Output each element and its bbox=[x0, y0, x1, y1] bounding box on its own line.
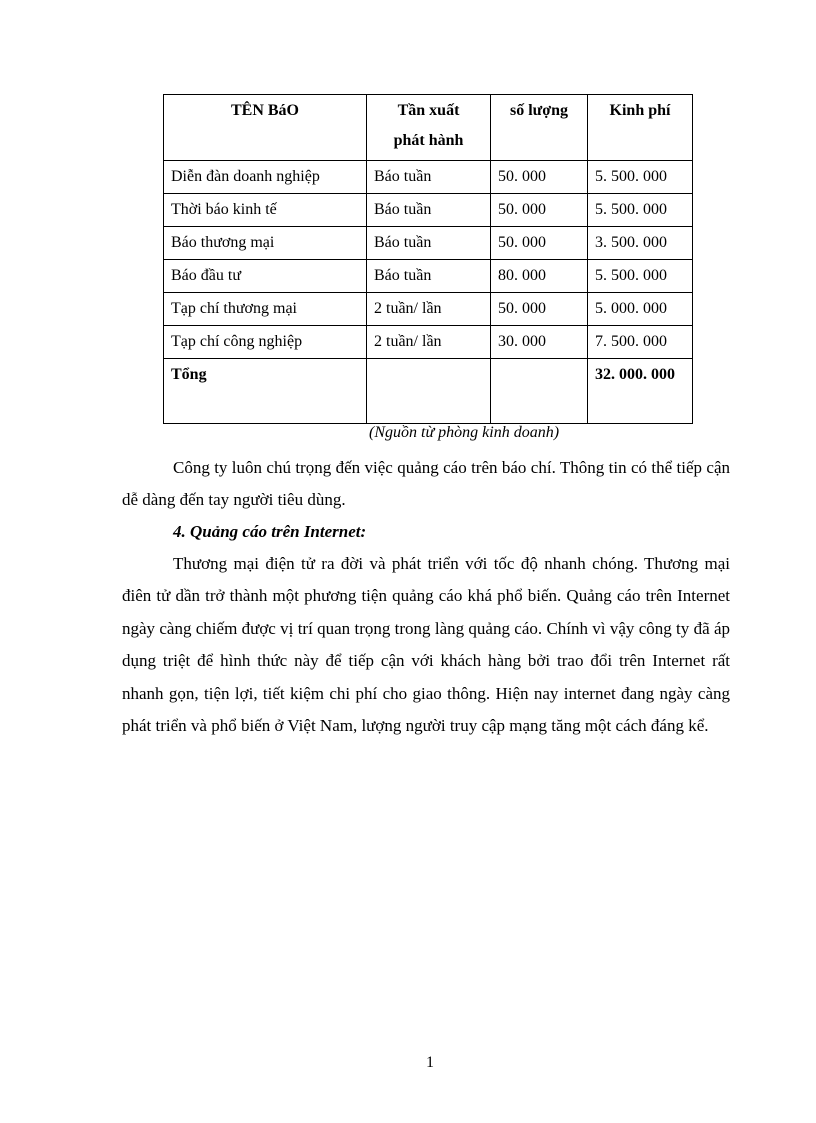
table-row bbox=[164, 326, 693, 359]
cell-quantity: 50. 000 bbox=[491, 227, 588, 260]
header-frequency bbox=[367, 95, 491, 161]
header-cost: Kinh phí bbox=[588, 95, 693, 161]
cell-name: Tạp chí thương mại bbox=[164, 293, 367, 326]
cell-frequency: Báo tuần bbox=[367, 260, 491, 293]
header-newspaper-name: TÊN BáO bbox=[164, 95, 367, 161]
page-number: 1 bbox=[426, 1054, 434, 1071]
newspaper-advertising-table bbox=[163, 94, 693, 424]
cell-name: Thời báo kinh tế bbox=[164, 194, 367, 227]
cell-quantity: 50. 000 bbox=[491, 194, 588, 227]
table-row bbox=[164, 260, 693, 293]
cell-frequency: 2 tuần/ lần bbox=[367, 326, 491, 359]
section-heading-internet-ads: 4. Quảng cáo trên Internet: bbox=[173, 522, 367, 541]
paragraph-newspaper-ads: Công ty luôn chú trọng đến việc quảng cáo trên báo chí. Thông tin có thể tiếp cận dễ dàng đến tay người tiêu dùng. bbox=[122, 458, 730, 510]
table-total-row bbox=[164, 359, 693, 424]
cell-name: Tạp chí công nghiệp bbox=[164, 326, 367, 359]
total-label: Tổng bbox=[164, 359, 367, 424]
total-empty-frequency bbox=[367, 359, 491, 424]
cell-name: Báo đầu tư bbox=[164, 260, 367, 293]
cell-cost: 3. 500. 000 bbox=[588, 227, 693, 260]
cell-cost: 5. 500. 000 bbox=[588, 194, 693, 227]
cell-frequency: Báo tuần bbox=[367, 161, 491, 194]
total-cost: 32. 000. 000 bbox=[588, 359, 693, 424]
cell-quantity: 50. 000 bbox=[491, 161, 588, 194]
cell-quantity: 50. 000 bbox=[491, 293, 588, 326]
cell-name: Diễn đàn doanh nghiệp bbox=[164, 161, 367, 194]
cell-cost: 5. 000. 000 bbox=[588, 293, 693, 326]
header-frequency-line1: Tần xuất bbox=[397, 102, 460, 119]
paragraph-internet-ads: Thương mại điện tử ra đời và phát triển với tốc độ nhanh chóng. Thương mại điên tử dần trở thành một phương tiện quảng cáo khá phổ biến. Quảng cáo trên Internet ngày càng chiếm được vị trí quan trọng trong làng quảng cáo. Chính vì vậy công ty đã áp dụng triệt để hình thức này để tiếp cận với khách hàng bởi trao đổi trên Internet rất nhanh gọn, tiện lợi, tiết kiệm chi phí cho giao thông. Hiện nay internet đang ngày càng phát triển và phổ biến ở Việt Nam, lượng người truy cập mạng tăng một cách đáng kể. bbox=[122, 554, 730, 736]
cell-cost: 7. 500. 000 bbox=[588, 326, 693, 359]
table-header-row bbox=[164, 95, 693, 161]
cell-quantity: 80. 000 bbox=[491, 260, 588, 293]
cell-frequency: Báo tuần bbox=[367, 227, 491, 260]
header-quantity: số lượng bbox=[491, 95, 588, 161]
header-frequency-line2: phát hành bbox=[393, 132, 464, 149]
table-row bbox=[164, 161, 693, 194]
cell-quantity: 30. 000 bbox=[491, 326, 588, 359]
cell-cost: 5. 500. 000 bbox=[588, 161, 693, 194]
cell-name: Báo thương mại bbox=[164, 227, 367, 260]
cell-frequency: 2 tuần/ lần bbox=[367, 293, 491, 326]
cell-cost: 5. 500. 000 bbox=[588, 260, 693, 293]
table-row bbox=[164, 227, 693, 260]
table-row bbox=[164, 194, 693, 227]
total-empty-quantity bbox=[491, 359, 588, 424]
table-row bbox=[164, 293, 693, 326]
cell-frequency: Báo tuần bbox=[367, 194, 491, 227]
table-source-note: (Nguồn từ phòng kinh doanh) bbox=[369, 424, 560, 441]
